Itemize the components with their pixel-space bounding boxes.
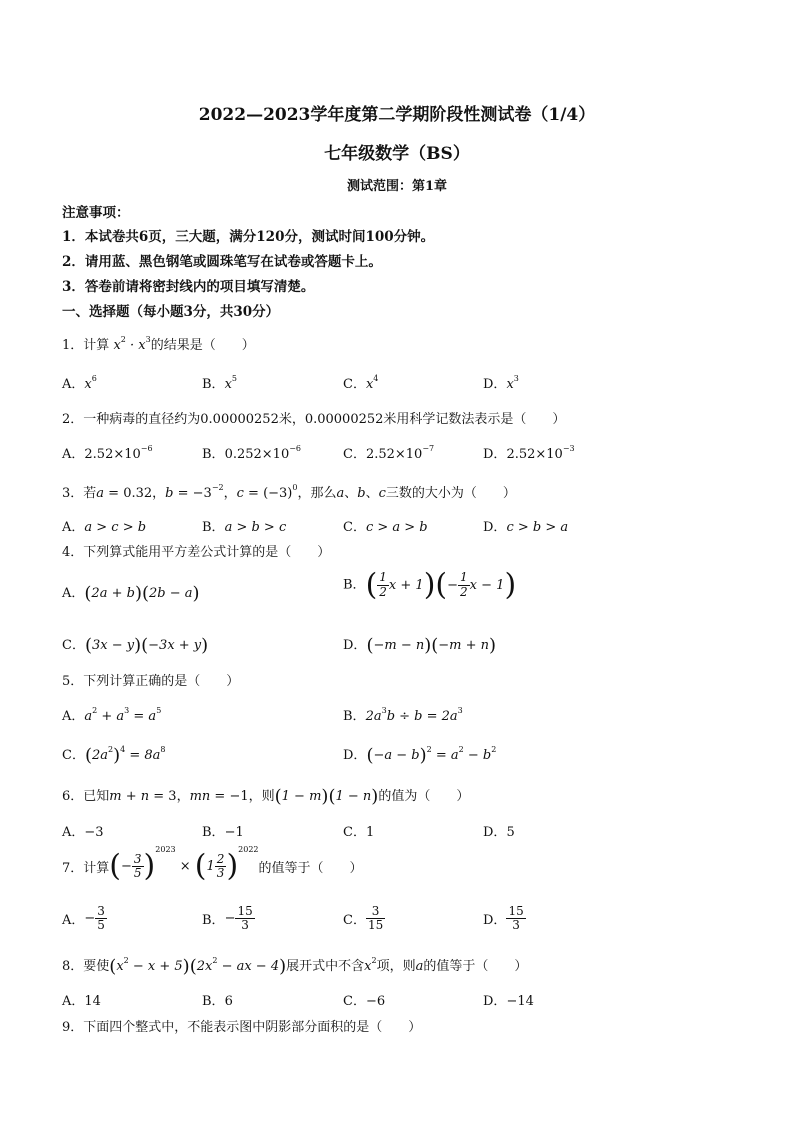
q3-pre: 3．若 [62,486,97,501]
question-6: 6．已知m + n = 3，mn = −1，则(1 − m)(1 − n)的值为（ ） [62,786,470,807]
q1-option-c: C．$x^4$ [343,374,379,392]
note-item-3: 3．答卷前请将密封线内的项目填写清楚。 [62,279,315,295]
q3-option-b: B．a > b > c [202,520,287,535]
q7-option-b: B．− $\frac{15}{3}$ [202,904,253,933]
exam-subtitle: 七年级数学（BS） [324,144,470,164]
q8-option-b: B．6 [202,994,233,1009]
question-4: 4．下列算式能用平方差公式计算的是（ ） [62,545,331,560]
section-heading: 一、选择题（每小题3分，共30分） [62,304,280,320]
question-2: 2．一种病毒的直径约为0.00000252米，0.00000252米用科学记数法表示是（ ） [62,412,566,427]
q1-expression: $x^2 \cdot x^3$ [113,335,151,353]
question-9: 9．下面四个整式中，不能表示图中阴影部分面积的是（ ） [62,1020,422,1035]
q7-option-c: C． $\frac{3}{15}$ [343,904,384,933]
q4-option-b: B．( $\frac{1}{2}$ x + 1)(− $\frac{1}{2}$ x − 1) [343,567,517,602]
q1-option-b: B．$x^5$ [202,374,237,392]
q6-option-b: B．−1 [202,825,244,840]
q5-option-b: B．$2a^3b \div b = 2a^3$ [343,706,463,724]
q6-option-c: C．1 [343,825,375,840]
q3-option-a: A．a > c > b [62,520,147,535]
q6-option-a: A．−3 [62,825,104,840]
q2-option-c: C．$2.52\times 10^{-7}$ [343,444,435,462]
q1-number: 1． [62,338,84,353]
q2-option-a: A．$2.52\times 10^{-6}$ [62,444,153,462]
question-8: 8．要使$(x^2 - x + 5)(2x^2$ − ax − 4)展开式中不含$x^2$项，则a的值等于（ ） [62,956,528,977]
q1-pre: 计算 [83,338,110,353]
q4-option-a: A．(2a + b)(2b − a) [62,583,200,604]
q2-option-d: D．$2.52\times 10^{-3}$ [483,444,575,462]
q8-option-a: A．14 [62,994,101,1009]
exam-scope: 测试范围：第1章 [346,179,448,194]
q1-post: 的结果是（ ） [150,338,255,353]
q1-option-d: D．$x^3$ [483,374,519,392]
question-1 [62,334,255,353]
q4-option-c: C．(3x − y)(−3x + y) [62,635,209,656]
question-5: 5．下列计算正确的是（ ） [62,674,240,689]
q4-option-d: D．(−m − n)(−m + n) [343,635,497,656]
q8-option-c: C．−6 [343,994,386,1009]
q1-option-a: A．$x^6$ [62,374,97,392]
q6-option-d: D．5 [483,825,515,840]
q8-option-d: D．−14 [483,994,534,1009]
q7-option-a: A．− $\frac{3}{5}$ [62,904,105,933]
q2-option-b: B．$0.252\times 10^{-6}$ [202,444,302,462]
q5-option-a: A．$a^2 + a^3 = a^5$ [62,706,162,724]
note-item-1: 1．本试卷共6页，三大题，满分120分，测试时间100分钟。 [62,229,435,245]
q5-option-c: C．$(2a^2)^4 = 8a^8$ [62,745,166,766]
q3-mid2: 三数的大小为（ ） [385,486,516,501]
question-3: 3．若a = 0.32，$b = -3^{-2}$，$c = (-3)^0$，那么a、b、c三数的大小为（ ） [62,483,516,501]
q5-option-d: D．$(-a - b)^2 = a^2 - b^2$ [343,745,497,766]
q3-mid1: ，那么 [297,486,337,501]
question-7: 7．计算(− $\frac{3}{5}$ )$^{2023}$ × (1 $\frac{2}{3}$ )$^{2022}$的值等于（ ） [62,845,363,884]
notes-heading: 注意事项： [62,205,130,221]
q3-option-d: D．c > b > a [483,520,569,535]
q7-option-d: D． $\frac{15}{3}$ [483,904,524,933]
note-item-2: 2．请用蓝、黑色钢笔或圆珠笔写在试卷或答题卡上。 [62,254,382,270]
q3-option-c: C．c > a > b [343,520,428,535]
exam-title: 2022—2023学年度第二学期阶段性测试卷（1/4） [198,105,596,125]
